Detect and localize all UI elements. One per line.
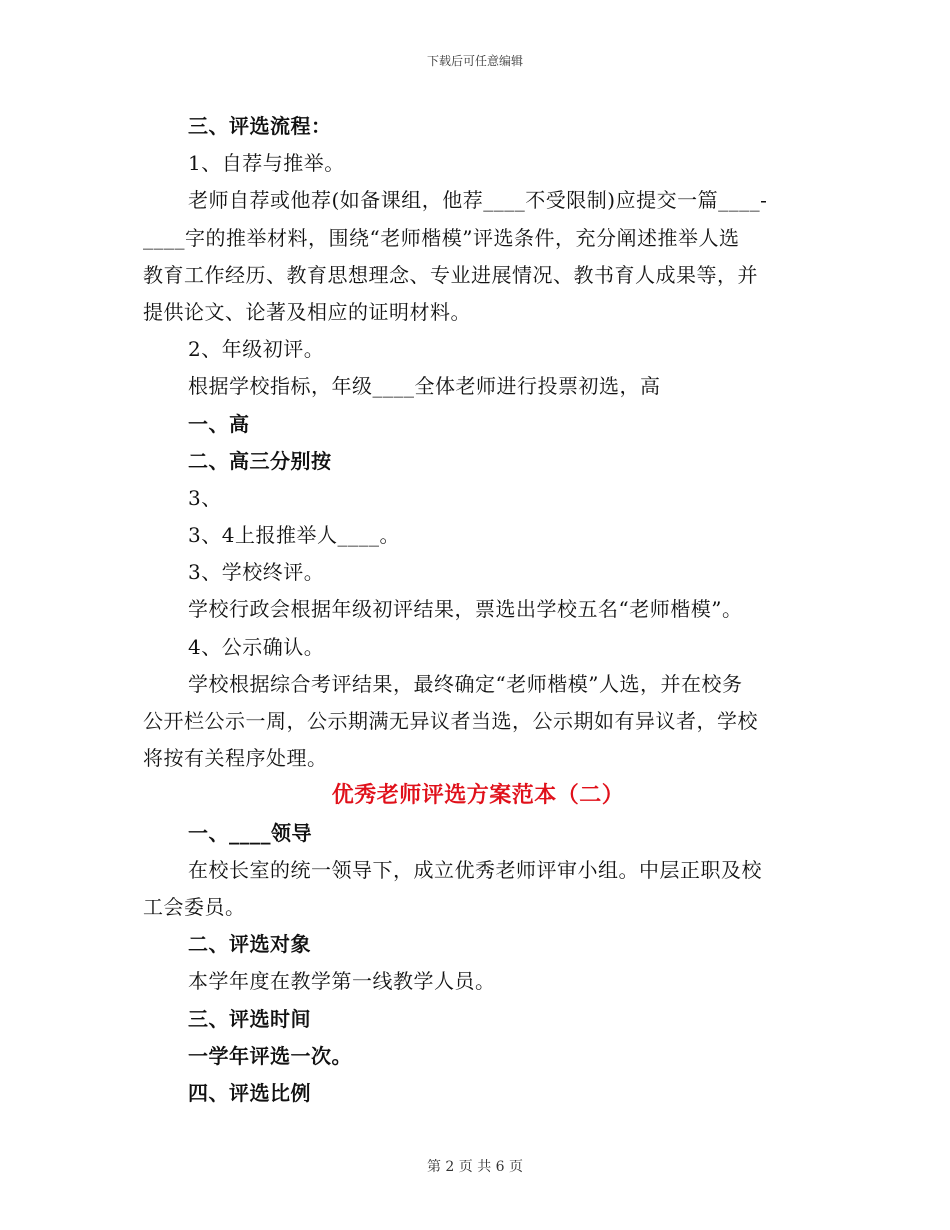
paragraph-line: 老师自荐或他荐(如备课组，他荐____不受限制)应提交一篇____- [188,188,768,213]
heading-line: 二、高三分别按 [188,448,332,473]
document-body [143,108,808,1112]
paragraph-line: 学校根据综合考评结果，最终确定“老师楷模”人选，并在校务 [188,671,743,696]
paragraph-line: 根据学校指标，年级____全体老师进行投票初选，高 [188,374,661,399]
header-note: 下载后可任意编辑 [426,54,523,68]
paragraph-line: 工会委员。 [143,894,246,919]
heading-line: 三、评选时间 [188,1006,311,1031]
paragraph-line: 本学年度在教学第一线教学人员。 [188,969,496,994]
heading-line: 一、高 [188,411,250,436]
heading-line: 四、评选比例 [188,1080,311,1105]
paragraph-line: 1、自荐与推举。 [188,151,345,176]
paragraph-line: ____字的推举材料，围绕“老师楷模”评选条件，充分阐述推举人选 [143,225,740,250]
paragraph-line: 在校长室的统一领导下，成立优秀老师评审小组。中层正职及校 [188,857,762,882]
paragraph-line: 公开栏公示一周，公示期满无异议者当选，公示期如有异议者，学校 [143,709,758,733]
paragraph-line: 3、学校终评。 [188,560,325,585]
heading-line: 一学年评选一次。 [188,1043,352,1068]
paragraph-line: 学校行政会根据年级初评结果，票选出学校五名“老师楷模”。 [188,597,743,622]
section-title: 优秀老师评选方案范本（二） [331,782,625,809]
paragraph-line: 3、4上报推举人____。 [188,523,400,548]
heading-line: 三、评选流程： [188,114,332,138]
heading-line: 二、评选对象 [188,932,311,957]
paragraph-line: 提供论文、论著及相应的证明材料。 [143,299,471,324]
paragraph-line: 4、公示确认。 [188,634,325,659]
paragraph-line: 3、 [188,485,222,510]
page-number: 第 2 页 共 6 页 [426,1159,524,1175]
heading-line: 一、____领导 [188,820,312,845]
paragraph-line: 将按有关程序处理。 [143,746,328,771]
paragraph-line: 2、年级初评。 [188,337,325,362]
paragraph-line: 教育工作经历、教育思想理念、专业进展情况、教书育人成果等，并 [143,262,758,287]
